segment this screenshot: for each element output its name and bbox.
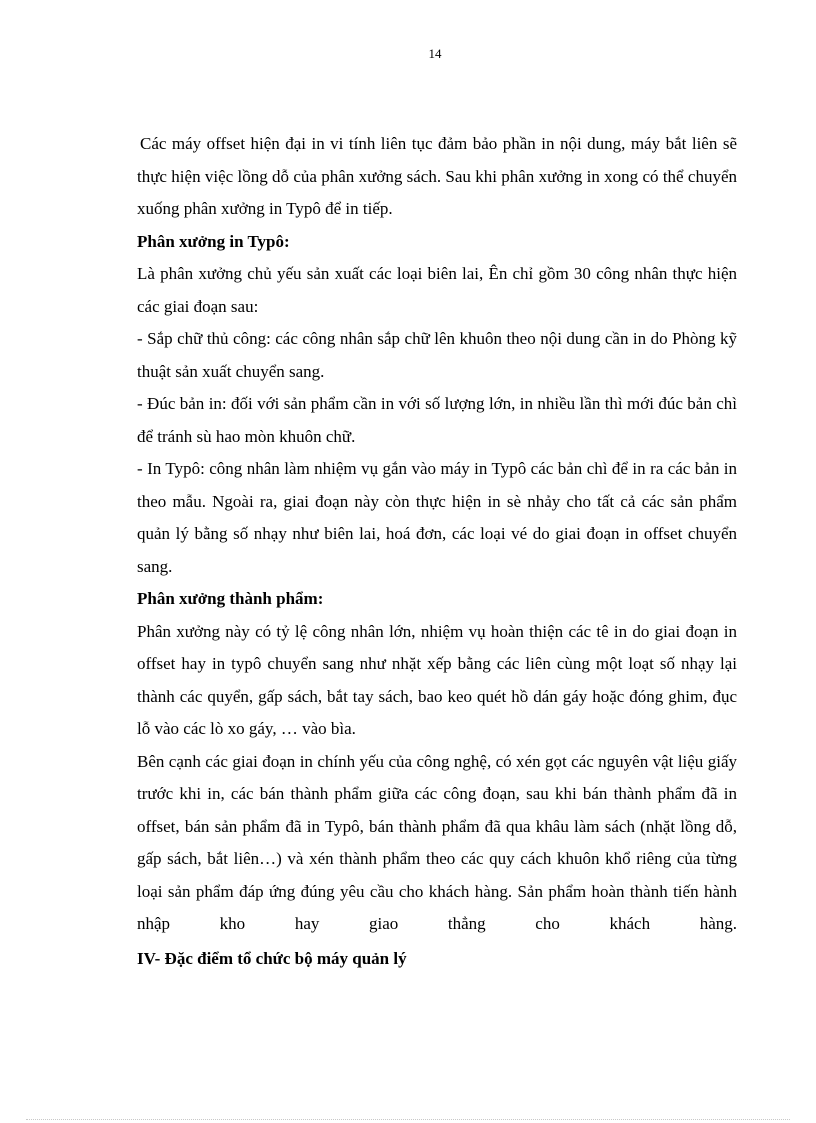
heading-finishing-workshop: Phân xưởng thành phẩm: (137, 589, 324, 608)
heading-typo-workshop: Phân xưởng in Typô: (137, 231, 290, 251)
page-bottom-border (26, 1119, 790, 1120)
paragraph-auxiliary-stages: Bên cạnh các giai đoạn in chính yếu của công nghệ, có xén gọt các nguyên vật liệu giấy trước khi in, các bán thành phẩm giữa các công đoạn, sau khi bán thành phẩm đã in offset, bán sản phẩm đã in Typô, bán thành phẩm đã qua khâu làm sách (nhặt lồng dỗ, gấp sách, bắt liên…) và xén thành phẩm theo các quy cách khuôn khổ riêng của từng loại sản phẩm đáp ứng đúng yêu cầu cho khách hàng. Sản phẩm hoàn thành tiến hành nhập kho hay giao thẳng cho khách hàng. (137, 751, 737, 933)
paragraph-manual-typesetting: - Sắp chữ thủ công: các công nhân sắp chữ lên khuôn theo nội dung cần in do Phòng kỹ thuật sản xuất chuyển sang. (137, 329, 737, 381)
document-body (137, 128, 737, 975)
paragraph-finishing-details: Phân xưởng này có tỷ lệ công nhân lớn, nhiệm vụ hoàn thiện các tê in do giai đoạn in offset hay in typô chuyển sang như nhặt xếp bằng các liên cùng một loạt số nhạy lại thành các quyển, gấp sách, bắt tay sách, bao keo quét hồ dán gáy hoặc đóng ghim, đục lỗ vào các lò xo gáy, … vào bìa. (137, 621, 737, 738)
paragraph-offset-machines: Các máy offset hiện đại in vi tính liên tục đảm bảo phần in nội dung, máy bắt liên sẽ thực hiện việc lồng dỗ của phân xưởng sách. Sau khi phân xưởng in xong có thể chuyển xuống phân xưởng in Typô để in tiếp. (137, 134, 737, 218)
page-number: 14 (428, 46, 442, 61)
heading-management-structure: IV- Đặc điểm tổ chức bộ máy quản lý (137, 948, 407, 968)
paragraph-typo-intro: Là phân xưởng chủ yếu sản xuất các loại biên lai, Ên chỉ gồm 30 công nhân thực hiện các giai đoạn sau: (137, 264, 737, 316)
paragraph-typo-printing: - In Typô: công nhân làm nhiệm vụ gắn vào máy in Typô các bản chì để in ra các bản in theo mẫu. Ngoài ra, giai đoạn này còn thực hiện in sè nhảy cho tất cả các sản phẩm quản lý bằng số nhạy như biên lai, hoá đơn, các loại vé do giai đoạn in offset chuyển sang. (137, 459, 737, 576)
paragraph-casting-plates: - Đúc bản in: đối với sản phẩm cần in với số lượng lớn, in nhiều lần thì mới đúc bản chì để tránh sù hao mòn khuôn chữ. (137, 394, 737, 446)
